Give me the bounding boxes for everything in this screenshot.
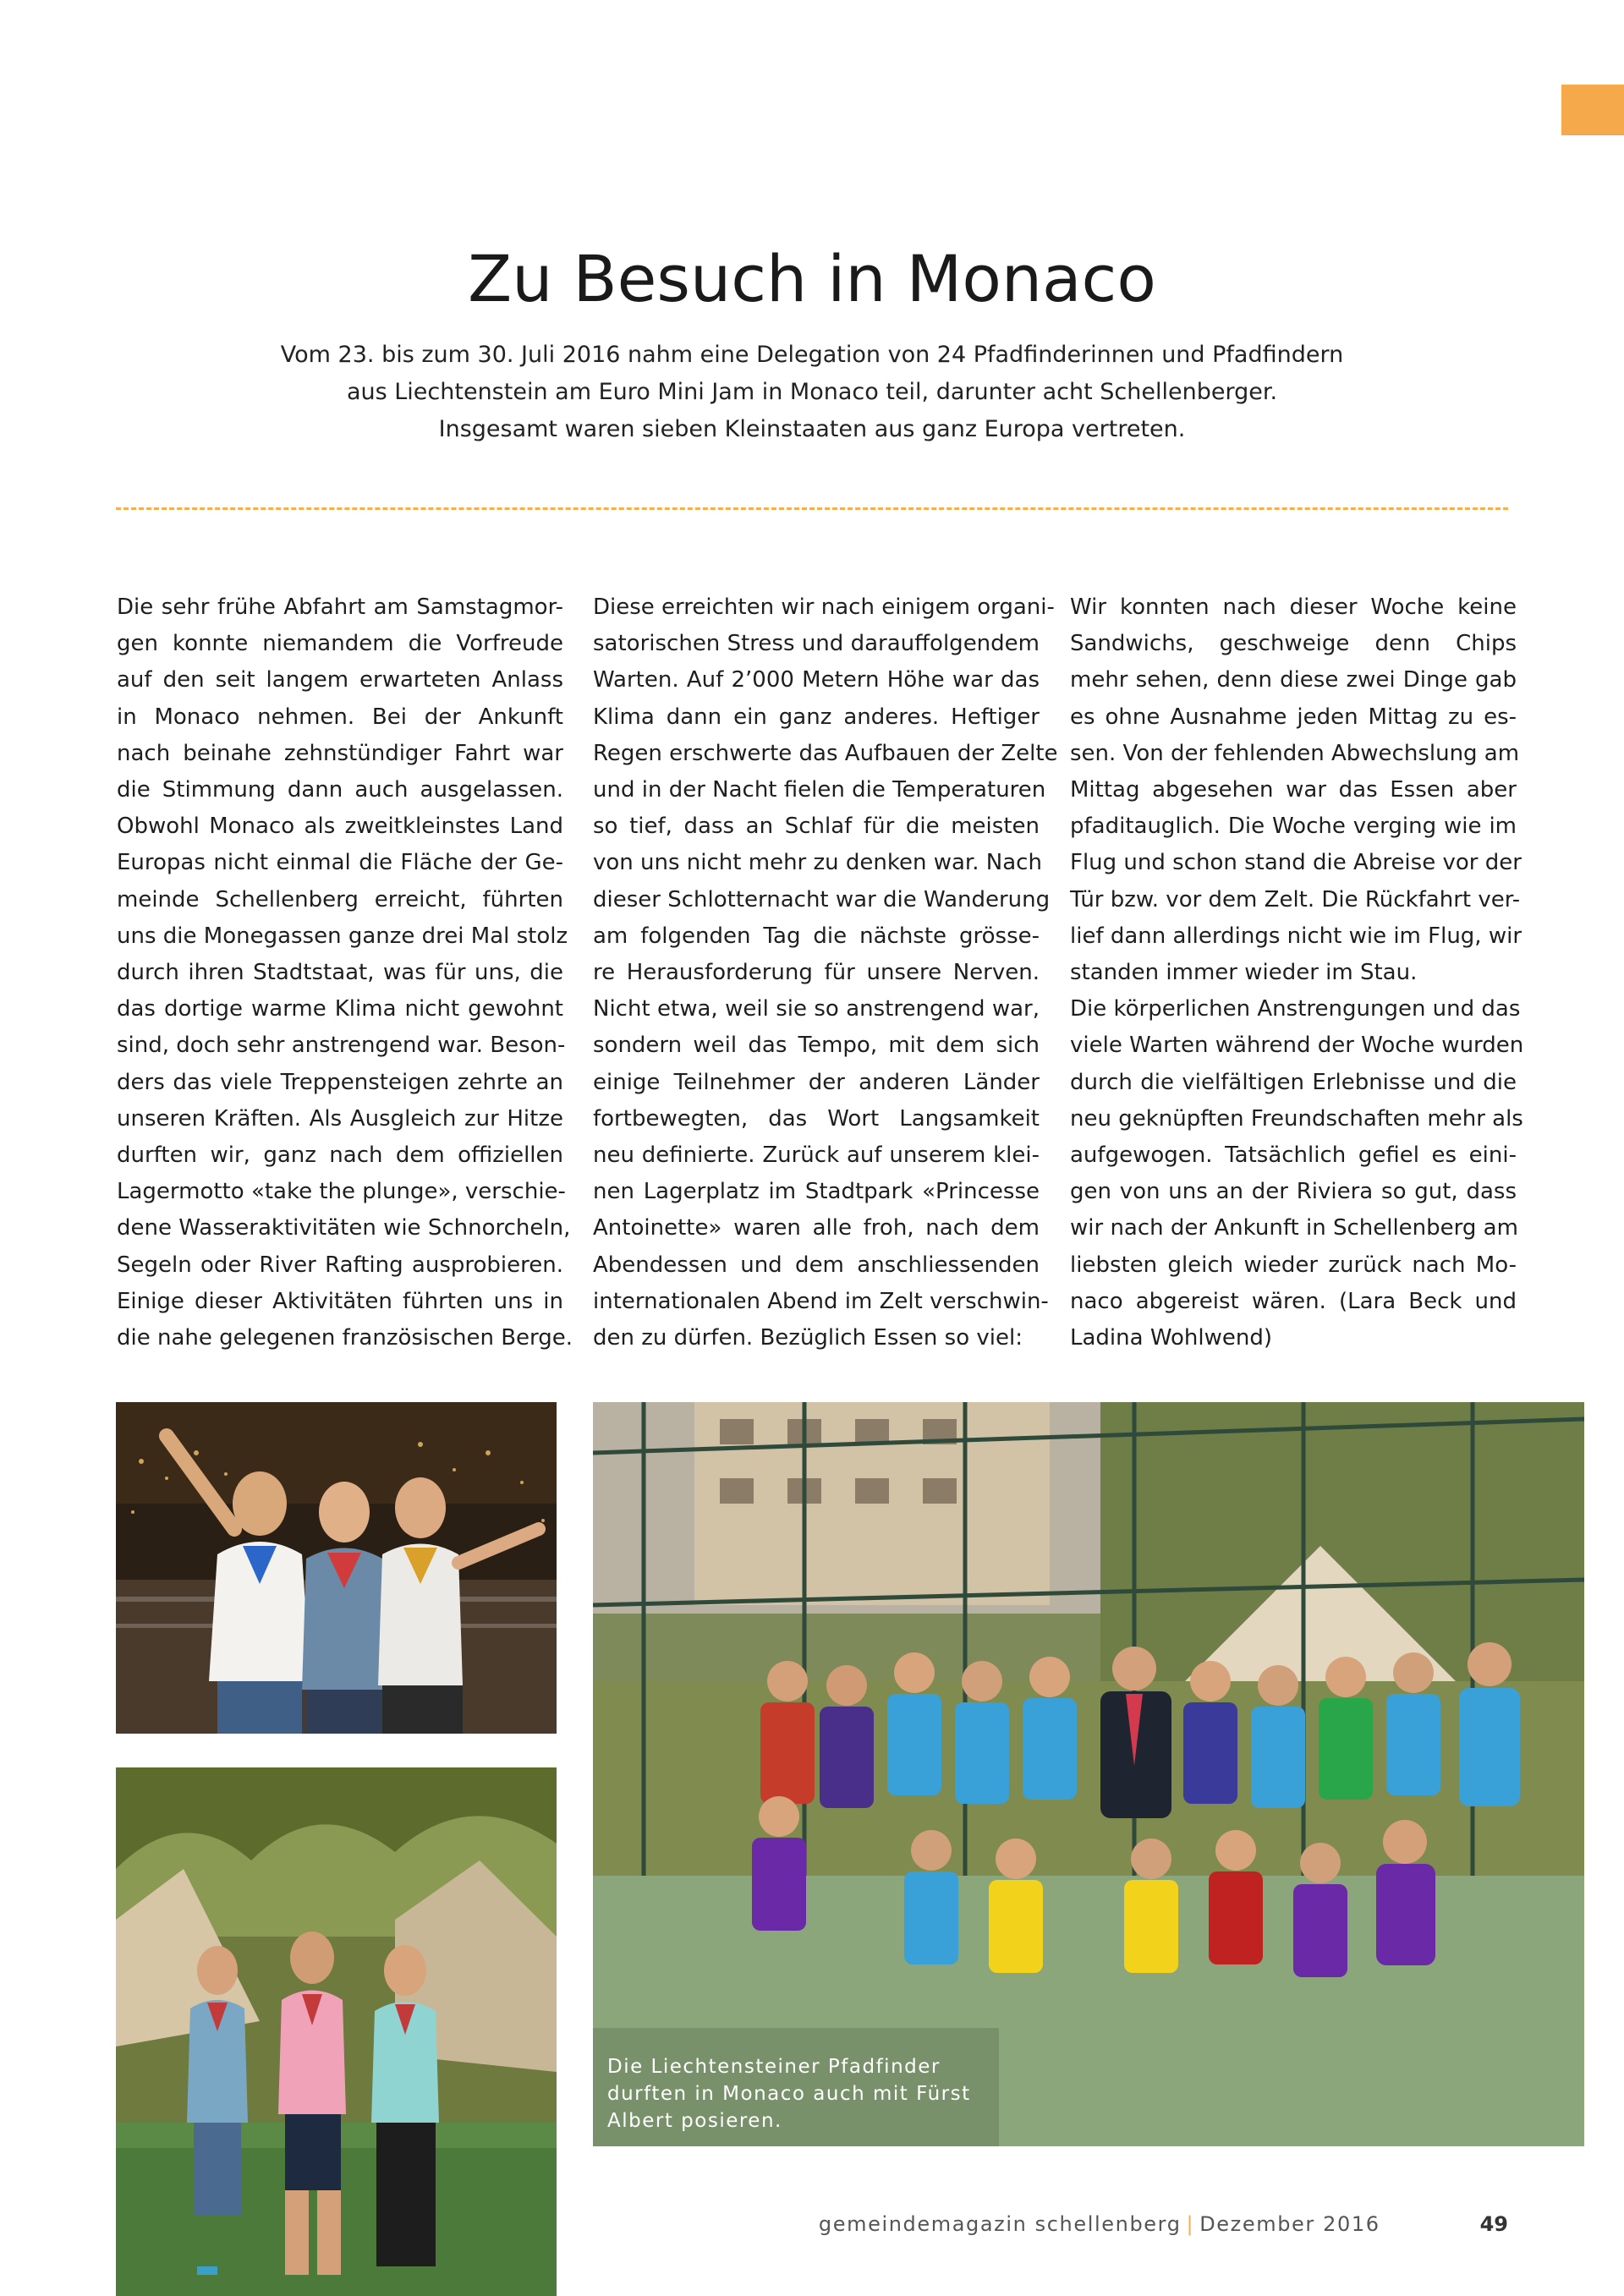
footer-separator: | bbox=[1186, 2212, 1195, 2236]
text-line: Abendessen und dem anschliessenden bbox=[593, 1252, 1040, 1278]
text-line: es ohne Ausnahme jeden Mittag zu es- bbox=[1070, 704, 1517, 730]
text-line: Antoinette» waren alle froh, nach dem bbox=[593, 1215, 1040, 1241]
text-line: Sandwichs, geschweige denn Chips bbox=[1070, 631, 1517, 657]
text-column-3 bbox=[1070, 589, 1524, 1356]
text-line: durch ihren Stadtstaat, was für uns, die bbox=[117, 960, 563, 986]
text-line: meinde Schellenberg erreicht, führten bbox=[117, 886, 563, 912]
text-line: Klima dann ein ganz anderes. Heftiger bbox=[593, 704, 1040, 730]
lead-line: aus Liechtenstein am Euro Mini Jam in Monaco teil, darunter acht Schellenberger. bbox=[346, 379, 1278, 405]
text-line: sondern weil das Tempo, mit dem sich bbox=[593, 1033, 1040, 1059]
text-line: neu geknüpften Freundschaften mehr als bbox=[1070, 1105, 1523, 1132]
text-line: in Monaco nehmen. Bei der Ankunft bbox=[117, 704, 563, 730]
text-line: den zu dürfen. Bezüglich Essen so viel: bbox=[593, 1325, 1023, 1351]
photo-night-harbour bbox=[116, 1402, 557, 1734]
text-line: unseren Kräften. Als Ausgleich zur Hitze bbox=[117, 1105, 563, 1132]
text-line: re Herausforderung für unsere Nerven. bbox=[593, 960, 1040, 986]
photo-girls-by-tents bbox=[116, 1767, 557, 2296]
text-line: auf den seit langem erwarteten Anlass bbox=[117, 667, 563, 693]
text-line: uns die Monegassen ganze drei Mal stolz bbox=[117, 923, 568, 949]
page-number: 49 bbox=[1479, 2212, 1508, 2236]
text-line: gen von uns an der Riviera so gut, dass bbox=[1070, 1179, 1517, 1205]
text-line: dieser Schlotternacht war die Wanderung bbox=[593, 886, 1051, 912]
text-column-1 bbox=[117, 589, 573, 1356]
text-line: die nahe gelegenen französischen Berge. bbox=[117, 1325, 573, 1351]
text-line: lief dann allerdings nicht wie im Flug, wir bbox=[1070, 923, 1522, 949]
text-line: am folgenden Tag die nächste grösse- bbox=[593, 923, 1040, 949]
page-corner-tab bbox=[1561, 85, 1624, 135]
text-line: Nicht etwa, weil sie so anstrengend war, bbox=[593, 996, 1040, 1022]
photo-group-with-prince bbox=[593, 1402, 1584, 2146]
text-line: Tür bzw. vor dem Zelt. Die Rückfahrt ver- bbox=[1070, 886, 1521, 912]
text-line: einige Teilnehmer der anderen Länder bbox=[593, 1069, 1040, 1095]
text-line: von uns nicht mehr zu denken war. Nach bbox=[593, 850, 1042, 876]
text-line: viele Warten während der Woche wurden bbox=[1070, 1033, 1524, 1059]
lead-line: Insgesamt waren sieben Kleinstaaten aus ganz Europa vertreten. bbox=[438, 416, 1186, 442]
text-line: und in der Nacht fielen die Temperaturen bbox=[593, 777, 1046, 803]
text-line: standen immer wieder im Stau. bbox=[1070, 960, 1418, 986]
article-lead bbox=[203, 337, 1421, 448]
dashed-divider bbox=[116, 507, 1508, 510]
issue-date: Dezember 2016 bbox=[1199, 2212, 1380, 2236]
text-line: Flug und schon stand die Abreise vor der bbox=[1070, 850, 1522, 876]
text-line: durch die vielfältigen Erlebnisse und die bbox=[1070, 1069, 1517, 1095]
text-line: Diese erreichten wir nach einigem organi- bbox=[593, 595, 1055, 620]
page-footer bbox=[761, 2210, 1508, 2238]
text-line: nach beinahe zehnstündiger Fahrt war bbox=[117, 740, 563, 766]
text-line: Wir konnten nach dieser Woche keine bbox=[1070, 595, 1517, 620]
text-line: Europas nicht einmal die Fläche der Ge- bbox=[117, 850, 563, 876]
text-line: Segeln oder River Rafting ausprobieren. bbox=[117, 1252, 563, 1278]
text-line: Regen erschwerte das Aufbauen der Zelte bbox=[593, 740, 1058, 766]
text-line: naco abgereist wären. (Lara Beck und bbox=[1070, 1288, 1517, 1314]
text-line: Die körperlichen Anstrengungen und das bbox=[1070, 996, 1521, 1022]
text-line: aufgewogen. Tatsächlich gefiel es eini- bbox=[1070, 1143, 1517, 1169]
text-line: Lagermotto «take the plunge», verschie- bbox=[117, 1179, 566, 1205]
publication-name: gemeindemagazin schellenberg bbox=[818, 2212, 1182, 2236]
text-line: pfaditauglich. Die Woche verging wie im bbox=[1070, 814, 1517, 840]
text-line: durften wir, ganz nach dem offiziellen bbox=[117, 1143, 563, 1169]
caption-line: durften in Monaco auch mit Fürst bbox=[607, 2083, 971, 2105]
lead-line: Vom 23. bis zum 30. Juli 2016 nahm eine Delegation von 24 Pfadfinderinnen und Pfadfindern bbox=[280, 342, 1344, 368]
text-line: Obwohl Monaco als zweitkleinstes Land bbox=[117, 814, 563, 840]
text-line: Einige dieser Aktivitäten führten uns in bbox=[117, 1288, 563, 1314]
text-line: die Stimmung dann auch ausgelassen. bbox=[117, 777, 563, 803]
text-line: nen Lagerplatz im Stadtpark «Princesse bbox=[593, 1179, 1040, 1205]
text-line: fortbewegten, das Wort Langsamkeit bbox=[593, 1105, 1040, 1132]
text-line: ders das viele Treppensteigen zehrte an bbox=[117, 1069, 563, 1095]
text-column-2 bbox=[593, 589, 1058, 1356]
text-line: sind, doch sehr anstrengend war. Beson- bbox=[117, 1033, 566, 1059]
text-line: Die sehr frühe Abfahrt am Samstagmor- bbox=[117, 595, 563, 620]
caption-line: Die Liechtensteiner Pfadfinder bbox=[607, 2056, 941, 2078]
text-line: dene Wasseraktivitäten wie Schnorcheln, bbox=[117, 1215, 571, 1241]
text-line: Warten. Auf 2’000 Metern Höhe war das bbox=[593, 667, 1040, 693]
text-line: liebsten gleich wieder zurück nach Mo- bbox=[1070, 1252, 1517, 1278]
text-line: satorischen Stress und darauffolgendem bbox=[593, 631, 1040, 657]
caption-line: Albert posieren. bbox=[607, 2110, 782, 2132]
text-line: wir nach der Ankunft in Schellenberg am bbox=[1070, 1215, 1518, 1241]
text-line: neu definierte. Zurück auf unserem klei- bbox=[593, 1143, 1040, 1169]
text-line: gen konnte niemandem die Vorfreude bbox=[117, 631, 563, 657]
text-line: Ladina Wohlwend) bbox=[1070, 1325, 1273, 1351]
photo-caption bbox=[607, 2053, 979, 2134]
text-line: das dortige warme Klima nicht gewohnt bbox=[117, 996, 563, 1022]
text-line: so tief, dass an Schlaf für die meisten bbox=[593, 814, 1040, 840]
text-line: Mittag abgesehen war das Essen aber bbox=[1070, 777, 1517, 803]
text-line: mehr sehen, denn diese zwei Dinge gab bbox=[1070, 667, 1517, 693]
article-title: Zu Besuch in Monaco bbox=[468, 241, 1156, 316]
text-line: sen. Von der fehlenden Abwechslung am bbox=[1070, 740, 1520, 766]
text-line: internationalen Abend im Zelt verschwin- bbox=[593, 1288, 1049, 1314]
